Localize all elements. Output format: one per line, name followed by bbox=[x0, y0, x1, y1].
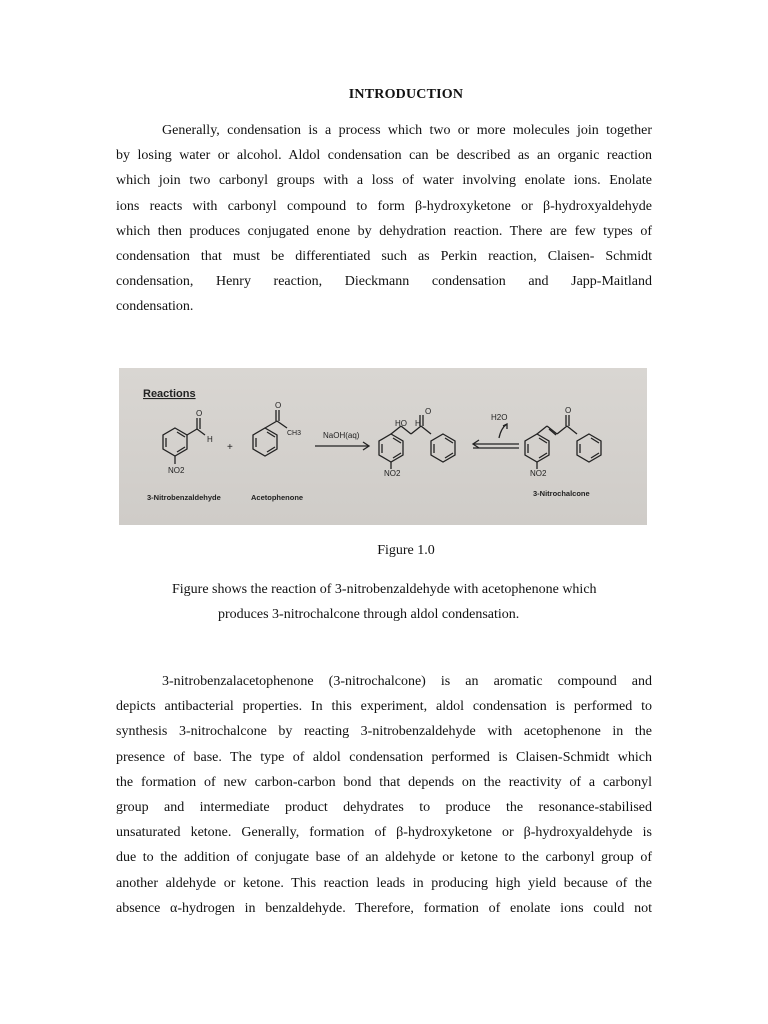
atom-label: O bbox=[196, 409, 203, 418]
paragraph-line: presence of base. The type of aldol condensation performed is Claisen-Schmidt which bbox=[116, 749, 652, 765]
reagent-label: NaOH(aq) bbox=[323, 431, 360, 440]
group-label: NO2 bbox=[168, 466, 185, 475]
paragraph-line: the formation of new carbon-carbon bond that depends on the reactivity of a carbonyl bbox=[116, 774, 652, 790]
paragraph-line: condensation that must be differentiated such as Perkin reaction, Claisen- Schmidt bbox=[116, 249, 652, 265]
figure-title: Reactions bbox=[143, 388, 196, 400]
section-heading: INTRODUCTION bbox=[348, 87, 464, 102]
paragraph-line: condensation, Henry reaction, Dieckmann condensation and Japp-Maitland bbox=[116, 274, 652, 290]
atom-label: O bbox=[425, 407, 432, 416]
paragraph-line: unsaturated ketone. Generally, formation of β-hydroxyketone or β-hydroxyaldehyde is bbox=[116, 825, 652, 841]
group-label: NO2 bbox=[530, 469, 547, 478]
reaction-figure bbox=[119, 368, 647, 525]
body-paragraph bbox=[116, 669, 652, 921]
byproduct-label: H2O bbox=[491, 413, 508, 422]
plus-sign: + bbox=[227, 442, 233, 453]
product-name: 3-Nitrochalcone bbox=[533, 489, 590, 498]
paragraph-line: due to the addition of conjugate base of an aldehyde or ketone to the carbonyl group of bbox=[116, 850, 652, 866]
figure-description bbox=[172, 577, 642, 627]
paragraph-line: another aldehyde or ketone. This reaction leads in producing high yield because of the bbox=[116, 875, 652, 891]
figure-description-line: produces 3-nitrochalcone through aldol condensation. bbox=[218, 607, 520, 622]
paragraph-line: depicts antibacterial properties. In this experiment, aldol condensation is performed to bbox=[116, 699, 652, 715]
paragraph-line: 3-nitrobenzalacetophenone (3-nitrochalcone) is an aromatic compound and bbox=[162, 674, 652, 689]
figure-caption: Figure 1.0 bbox=[377, 543, 435, 558]
paragraph-line: group and intermediate product dehydrates to produce the resonance-stabilised bbox=[116, 800, 652, 816]
atom-label: HO bbox=[395, 419, 407, 428]
atom-label: H bbox=[415, 419, 421, 428]
paragraph-line: which then produces conjugated enone by dehydration reaction. There are few types of bbox=[116, 223, 652, 239]
paragraph-line: by losing water or alcohol. Aldol condensation can be described as an organic reaction bbox=[116, 148, 652, 164]
atom-label: O bbox=[565, 406, 572, 415]
figure-description-line: Figure shows the reaction of 3-nitrobenzaldehyde with acetophenone which bbox=[172, 582, 597, 597]
paragraph-line: absence α-hydrogen in benzaldehyde. Therefore, formation of enolate ions could not bbox=[116, 900, 652, 916]
atom-label: O bbox=[275, 401, 282, 410]
reaction-scheme-drawing bbox=[119, 368, 647, 525]
paragraph-line: Generally, condensation is a process which two or more molecules join together bbox=[162, 123, 652, 138]
atom-label: H bbox=[207, 435, 213, 444]
intro-paragraph bbox=[116, 118, 652, 320]
paragraph-line: which join two carbonyl groups with a loss of water involving enolate ions. Enolate bbox=[116, 173, 652, 189]
paragraph-line: ions reacts with carbonyl compound to form β-hydroxyketone or β-hydroxyaldehyde bbox=[116, 198, 652, 214]
group-label: CH3 bbox=[287, 430, 302, 437]
reactant2-name: Acetophenone bbox=[251, 493, 304, 502]
paragraph-line: synthesis 3-nitrochalcone by reacting 3-nitrobenzaldehyde with acetophenone in the bbox=[116, 724, 652, 740]
reactant1-name: 3-Nitrobenzaldehyde bbox=[147, 493, 221, 502]
paragraph-line: condensation. bbox=[116, 299, 194, 315]
group-label: NO2 bbox=[384, 469, 401, 478]
